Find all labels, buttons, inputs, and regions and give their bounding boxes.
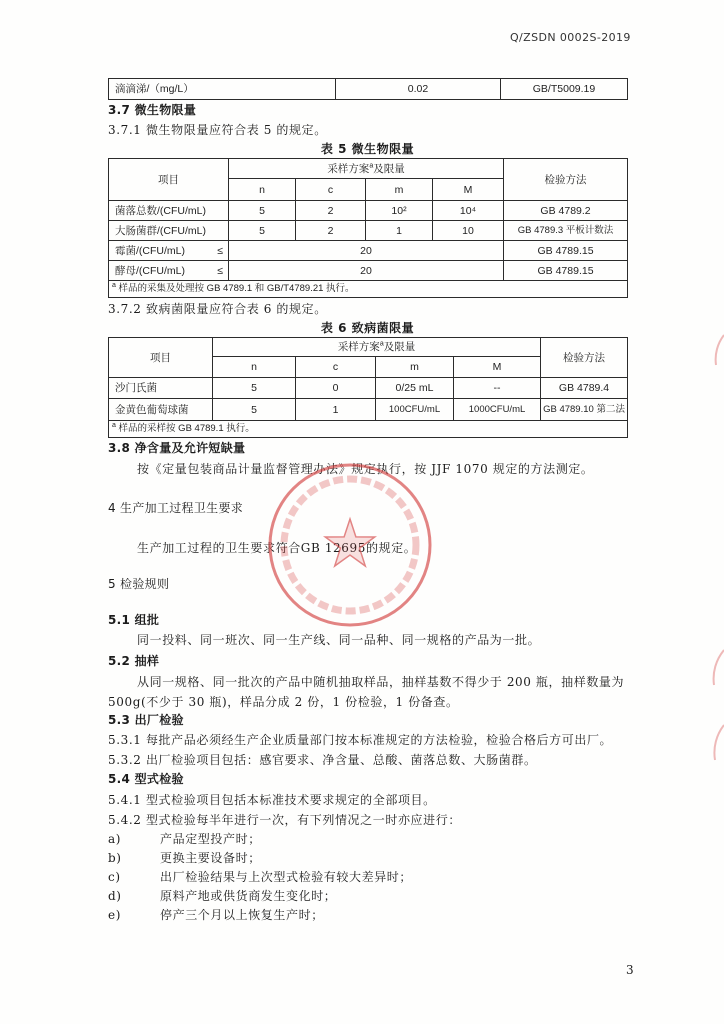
row-item: 酵母/(CFU/mL) <box>115 264 185 277</box>
table-row <box>109 79 628 100</box>
table-row <box>109 221 628 241</box>
row-qualifier: ≤ <box>217 244 223 257</box>
header-m: m <box>376 357 454 378</box>
section-5-2-line-2: 500g(不少于 30 瓶)，样品分成 2 份，1 份检验，1 份备查。 <box>108 695 459 709</box>
seal-star-icon <box>325 519 374 566</box>
table-row <box>109 201 628 221</box>
row-method: GB 4789.10 第二法 <box>541 399 628 421</box>
list-item-text: 停产三个月以上恢复生产时； <box>160 908 324 922</box>
sampling-label: 采样方案 <box>337 341 380 353</box>
row-method: GB 4789.3 平板计数法 <box>504 221 628 241</box>
clause-3-7-1: 3.7.1 微生物限量应符合表 5 的规定。 <box>108 123 327 137</box>
row-item-wrap <box>115 245 228 257</box>
section-5-2-heading: 5.2 抽样 <box>108 654 160 668</box>
edge-seal-arc <box>714 725 724 760</box>
footnote-marker: a <box>379 340 384 348</box>
row-item-cell <box>109 241 229 261</box>
table-6-footnote <box>109 421 628 438</box>
table-row <box>109 378 628 399</box>
row-qualifier: ≤ <box>217 264 223 277</box>
table-6-header-method: 检验方法 <box>541 338 628 378</box>
row-M: 10⁴ <box>433 201 504 221</box>
edge-seal-fragment <box>708 330 724 780</box>
previous-table-fragment <box>108 78 628 100</box>
row-c: 0 <box>296 378 376 399</box>
header-n: n <box>229 179 296 201</box>
clause-5-3-1: 5.3.1 每批产品必须经生产企业质量部门按本标准规定的方法检验，检验合格后方可出厂。 <box>108 733 613 747</box>
prev-method-cell: GB/T5009.19 <box>501 79 628 100</box>
list-item-text: 更换主要设备时； <box>160 851 261 865</box>
header-m: m <box>366 179 433 201</box>
prev-limit-cell: 0.02 <box>336 79 501 100</box>
header-c: c <box>296 179 366 201</box>
row-M: 1000CFU/mL <box>454 399 541 421</box>
footnote-marker: a <box>112 421 116 429</box>
edge-seal-arc <box>714 650 724 685</box>
list-item-marker: d) <box>108 889 122 903</box>
table-6-header-item: 项目 <box>109 338 213 378</box>
list-item-text: 出厂检验结果与上次型式检验有较大差异时； <box>160 870 413 884</box>
clause-3-7-2: 3.7.2 致病菌限量应符合表 6 的规定。 <box>108 302 327 316</box>
row-n: 5 <box>213 378 296 399</box>
header-c: c <box>296 357 376 378</box>
row-item: 大肠菌群/(CFU/mL) <box>109 221 229 241</box>
clause-5-4-2: 5.4.2 型式检验每半年进行一次，有下列情况之一时亦应进行： <box>108 813 461 827</box>
row-method: GB 4789.2 <box>504 201 628 221</box>
table-6-caption: 表 6 致病菌限量 <box>320 321 415 335</box>
row-item: 霉菌/(CFU/mL) <box>115 244 185 257</box>
edge-seal-arc <box>716 335 724 365</box>
row-m: 100CFU/mL <box>376 399 454 421</box>
header-M: M <box>433 179 504 201</box>
table-5-footnote <box>109 281 628 298</box>
row-item-wrap <box>115 265 228 277</box>
clause-5-4-1: 5.4.1 型式检验项目包括本标准技术要求规定的全部项目。 <box>108 793 436 807</box>
row-method: GB 4789.15 <box>504 241 628 261</box>
table-footnote-row <box>109 421 628 438</box>
company-seal <box>266 461 434 629</box>
row-limit: 20 <box>229 261 504 281</box>
row-m: 0/25 mL <box>376 378 454 399</box>
section-5-heading: 5 检验规则 <box>108 577 170 591</box>
section-4-text: 生产加工过程的卫生要求符合GB 12695的规定。 <box>137 541 417 555</box>
row-item: 菌落总数/(CFU/mL) <box>109 201 229 221</box>
row-m: 10² <box>366 201 433 221</box>
table-5-microbial-limits <box>108 158 628 298</box>
list-item-marker: c) <box>108 870 121 884</box>
row-item: 金黄色葡萄球菌 <box>109 399 213 421</box>
table-5-header-method: 检验方法 <box>504 159 628 201</box>
row-c: 2 <box>296 221 366 241</box>
table-6-header-sampling <box>213 338 541 357</box>
prev-item-cell: 滴滴涕/（mg/L） <box>109 79 336 100</box>
sampling-label: 采样方案 <box>327 162 370 175</box>
page-number: 3 <box>626 963 634 977</box>
section-3-7-heading: 3.7 微生物限量 <box>108 103 197 117</box>
table-5-caption: 表 5 微生物限量 <box>320 142 415 156</box>
row-limit: 20 <box>229 241 504 261</box>
row-n: 5 <box>229 221 296 241</box>
sampling-suffix: 及限量 <box>373 162 405 175</box>
sampling-suffix: 及限量 <box>383 341 416 353</box>
table-5-header-sampling <box>229 159 504 179</box>
section-4-heading: 4 生产加工过程卫生要求 <box>108 501 244 515</box>
row-item-cell <box>109 261 229 281</box>
table-6-pathogen-limits <box>108 337 628 438</box>
document-code: Q/ZSDN 0002S-2019 <box>510 31 631 44</box>
table-header-row <box>109 338 628 357</box>
row-M: -- <box>454 378 541 399</box>
row-c: 1 <box>296 399 376 421</box>
section-5-2-line-1: 从同一规格、同一批次的产品中随机抽取样品，抽样基数不得少于 200 瓶，抽样数量为 <box>137 675 625 689</box>
header-n: n <box>213 357 296 378</box>
section-5-1-heading: 5.1 组批 <box>108 613 160 627</box>
footnote-text: 样品的采样按 GB 4789.1 执行。 <box>118 423 255 434</box>
row-c: 2 <box>296 201 366 221</box>
footnote-marker: a <box>369 162 374 169</box>
row-item: 沙门氏菌 <box>109 378 213 399</box>
list-item-marker: a) <box>108 832 122 846</box>
row-M: 10 <box>433 221 504 241</box>
row-n: 5 <box>213 399 296 421</box>
section-3-8-text: 按《定量包装商品计量监督管理办法》规定执行，按 JJF 1070 规定的方法测定。 <box>137 462 594 476</box>
section-5-4-heading: 5.4 型式检验 <box>108 772 184 786</box>
list-item-text: 原料产地或供货商发生变化时； <box>160 889 337 903</box>
list-item-text: 产品定型投产时； <box>160 832 261 846</box>
list-item-marker: e) <box>108 908 121 922</box>
clause-5-3-2: 5.3.2 出厂检验项目包括：感官要求、净含量、总酸、菌落总数、大肠菌群。 <box>108 753 537 767</box>
table-row <box>109 241 628 261</box>
section-5-3-heading: 5.3 出厂检验 <box>108 713 184 727</box>
list-item-marker: b) <box>108 851 122 865</box>
row-method: GB 4789.4 <box>541 378 628 399</box>
table-footnote-row <box>109 281 628 298</box>
table-row <box>109 399 628 421</box>
table-row <box>109 261 628 281</box>
footnote-marker: a <box>112 281 116 289</box>
table-header-row <box>109 159 628 179</box>
section-5-1-text: 同一投料、同一班次、同一生产线、同一品种、同一规格的产品为一批。 <box>137 633 541 647</box>
row-n: 5 <box>229 201 296 221</box>
row-m: 1 <box>366 221 433 241</box>
section-3-8-heading: 3.8 净含量及允许短缺量 <box>108 441 246 455</box>
table-5-header-item: 项目 <box>109 159 229 201</box>
row-method: GB 4789.15 <box>504 261 628 281</box>
footnote-text: 样品的采集及处理按 GB 4789.1 和 GB/T4789.21 执行。 <box>118 283 355 294</box>
header-M: M <box>454 357 541 378</box>
